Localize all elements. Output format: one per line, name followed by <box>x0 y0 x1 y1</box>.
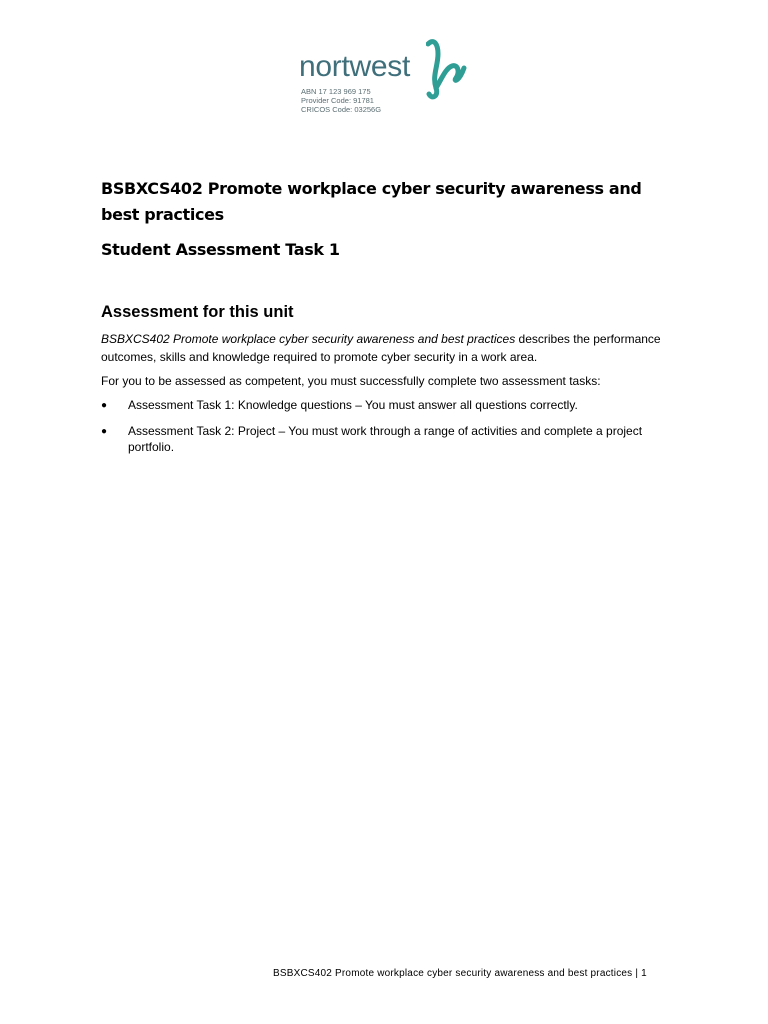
logo-wave-mark <box>426 38 468 100</box>
list-item-text: Assessment Task 1: Knowledge questions – You must answer all questions correctly. <box>128 398 578 412</box>
document-subtitle: Student Assessment Task 1 <box>101 240 340 259</box>
instruction-paragraph: For you to be assessed as competent, you must successfully complete two assessment tasks: <box>101 374 601 388</box>
logo-wordmark: nortwest <box>299 50 410 83</box>
document-title: BSBXCS402 Promote workplace cyber security awareness and best practices <box>101 179 642 224</box>
intro-text: describes the performance outcomes, skills and knowledge required to promote cyber security in a work area. <box>101 332 661 364</box>
intro-paragraph <box>101 331 661 366</box>
bullet-icon: ● <box>101 426 108 437</box>
abn-text: ABN 17 123 969 175 <box>301 87 371 96</box>
page-footer: BSBXCS402 Promote workplace cyber security awareness and best practices | 1 <box>273 968 647 979</box>
unit-name-italic: BSBXCS402 Promote workplace cyber security awareness and best practices <box>101 332 516 346</box>
list-item-text: Assessment Task 2: Project – You must work through a range of activities and complete a project portfolio. <box>128 424 643 454</box>
section-heading: Assessment for this unit <box>101 303 294 321</box>
bullet-icon: ● <box>101 400 108 411</box>
logo-registration-info <box>301 87 381 114</box>
provider-code-text: Provider Code: 91781 <box>301 96 374 105</box>
cricos-code-text: CRICOS Code: 03256G <box>301 105 382 114</box>
nortwest-logo <box>299 38 469 122</box>
